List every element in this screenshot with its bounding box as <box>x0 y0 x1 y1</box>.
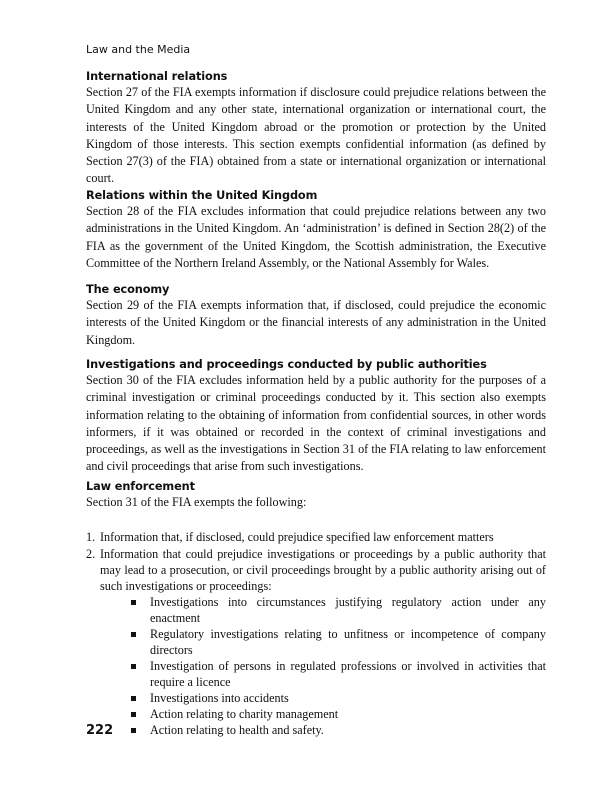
square-bullet-icon <box>131 632 136 637</box>
square-bullet-icon <box>131 728 136 733</box>
page-number: 222 <box>86 723 114 738</box>
list-item-text: Information that could prejudice investigations or proceedings by a public authority that may lead to a prosecution, or civil proceedings brought by a public authority arising out of such investigations or proceedings: <box>100 547 546 594</box>
section-investigations <box>86 358 546 476</box>
list-number: 1. <box>86 530 96 545</box>
square-bullet-icon <box>131 696 136 701</box>
list-item <box>86 529 546 545</box>
bullet-text: Investigations into circumstances justifying regulatory action under any enactment <box>150 595 546 626</box>
bullet-list <box>100 594 546 738</box>
section-international-relations <box>86 70 546 188</box>
section-body: Section 28 of the FIA excludes information that could prejudice relations between any two administrations in the United Kingdom. An ‘administration’ is defined in Section 28(2) of the FIA as the government of the United Kingdom, the Scottish administration, the Executive Committee of the Northern Ireland Assembly, or the National Assembly for Wales. <box>86 204 546 270</box>
section-body: Section 29 of the FIA exempts information that, if disclosed, could prejudice the economic interests of the United Kingdom or the financial interests of any administration in the United Kingdom. <box>86 298 546 347</box>
running-head: Law and the Media <box>86 43 191 56</box>
section-heading: Relations within the United Kingdom <box>86 189 318 202</box>
bullet-item <box>100 658 546 690</box>
section-economy <box>86 283 546 349</box>
bullet-item <box>100 690 546 706</box>
bullet-item <box>100 594 546 626</box>
list-item-text: Information that, if disclosed, could prejudice specified law enforcement matters <box>100 530 494 545</box>
bullet-item <box>100 626 546 658</box>
bullet-item <box>100 706 546 722</box>
section-heading: The economy <box>86 283 170 296</box>
section-relations-uk <box>86 189 546 272</box>
square-bullet-icon <box>131 664 136 669</box>
list-number: 2. <box>86 547 96 562</box>
numbered-list <box>86 529 546 738</box>
section-body: Section 30 of the FIA excludes information held by a public authority for the purposes of a criminal investigation or criminal proceedings conducted by it. This section also exempts information relating to the obtaining of information from confidential sources, in other words informers, if it was obtained or recorded in the context of criminal investigations and proceedings, as well as the investigations in Section 31 of the FIA relating to law enforcement and civil proceedings that arise from such investigations. <box>86 373 546 474</box>
bullet-text: Investigations into accidents <box>150 691 289 706</box>
bullet-text: Action relating to health and safety. <box>150 723 324 738</box>
section-intro: Section 31 of the FIA exempts the following: <box>86 495 307 509</box>
section-law-enforcement <box>86 480 546 739</box>
bullet-item <box>100 722 546 738</box>
square-bullet-icon <box>131 712 136 717</box>
square-bullet-icon <box>131 600 136 605</box>
section-heading: Investigations and proceedings conducted by public authorities <box>86 358 487 371</box>
section-heading: International relations <box>86 70 228 83</box>
bullet-text: Regulatory investigations relating to unfitness or incompetence of company directors <box>150 627 546 658</box>
section-body: Section 27 of the FIA exempts information if disclosure could prejudice relations between the United Kingdom and any other state, international organization or international court, the interests of the United Kingdom abroad or the promotion or protection by the United Kingdom of those interests. This section exempts confidential information (as defined by Section 27(3) of the FIA) obtained from a state or international organization or international court. <box>86 85 546 186</box>
list-item <box>86 546 546 738</box>
section-heading: Law enforcement <box>86 480 195 493</box>
bullet-text: Action relating to charity management <box>150 707 339 722</box>
bullet-text: Investigation of persons in regulated professions or involved in activities that require a licence <box>150 659 546 690</box>
